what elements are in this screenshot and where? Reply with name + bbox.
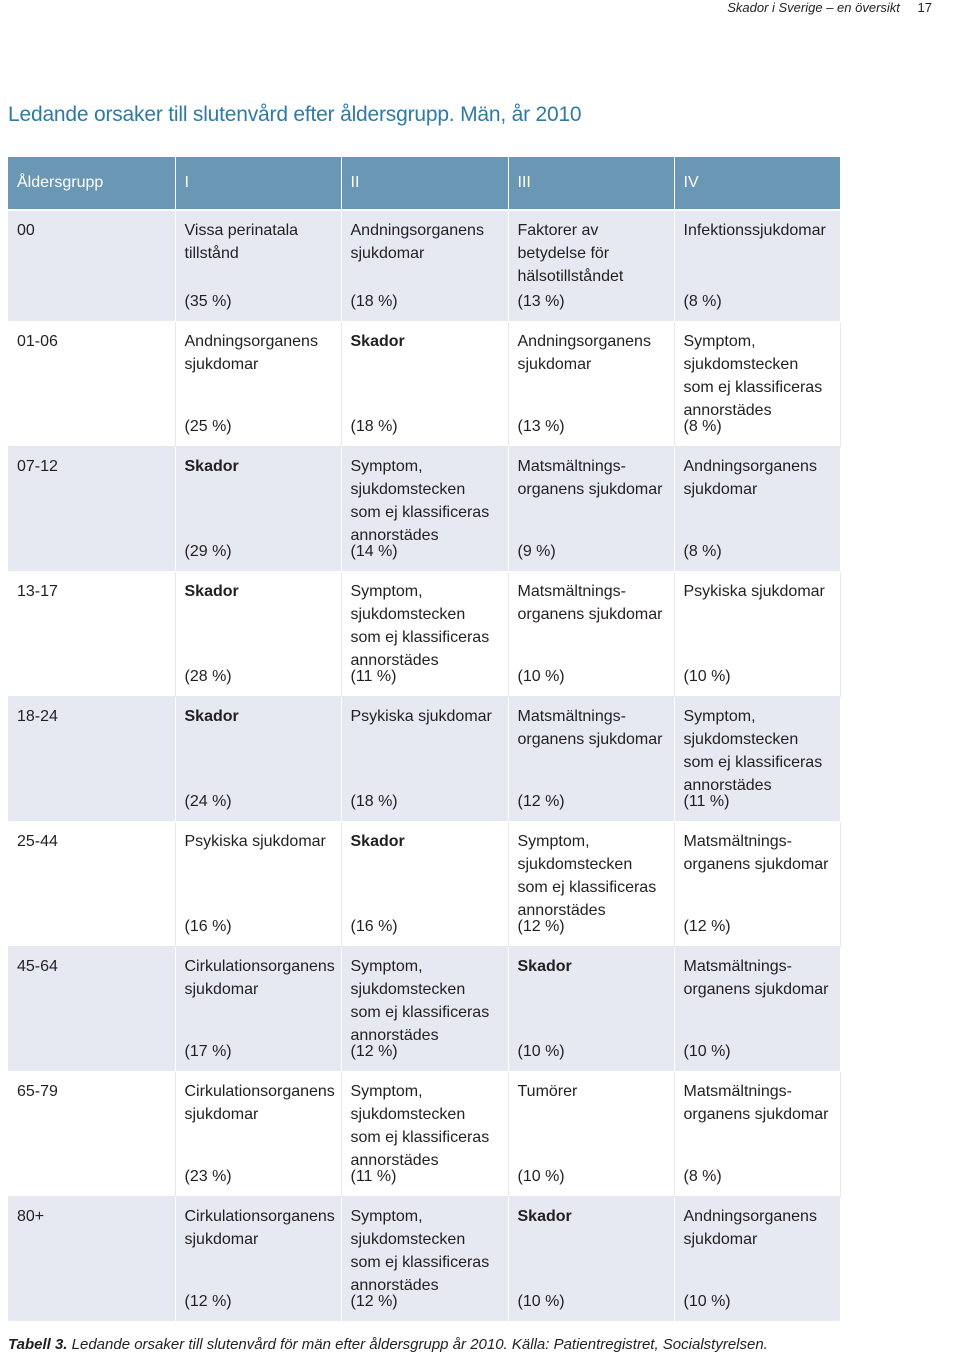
cause-percentage: (29 %) <box>184 543 232 560</box>
cause-percentage: (12 %) <box>350 1043 398 1060</box>
cause-percentage: (11 %) <box>683 793 730 810</box>
cause-percentage: (8 %) <box>683 543 722 560</box>
cause-percentage: (10 %) <box>517 1043 565 1060</box>
table-row <box>8 1197 840 1322</box>
age-group-label: 07-12 <box>17 458 58 475</box>
header-age-group: Åldersgrupp <box>8 157 175 210</box>
cause-label: Skador <box>517 958 572 975</box>
table-row <box>8 572 840 697</box>
table-header-row <box>8 157 840 210</box>
cause-percentage: (11 %) <box>350 1168 397 1185</box>
header-rank-1: I <box>175 157 341 210</box>
cause-cell-rank-1 <box>175 822 341 947</box>
cause-cell-rank-3 <box>508 1072 674 1197</box>
cause-label: Andningsorganens sjukdomar <box>350 222 484 262</box>
cause-percentage: (10 %) <box>517 1168 565 1185</box>
cause-percentage: (10 %) <box>683 668 731 685</box>
cause-cell-rank-3 <box>508 1197 674 1322</box>
age-group-label: 13-17 <box>17 583 58 600</box>
cause-percentage: (10 %) <box>517 1293 565 1310</box>
cause-label: Andningsorganens sjukdomar <box>683 458 817 498</box>
cause-cell-rank-2 <box>341 822 508 947</box>
cause-percentage: (14 %) <box>350 543 398 560</box>
age-group-label: 00 <box>17 222 35 239</box>
header-rank-4: IV <box>674 157 840 210</box>
cause-cell-rank-2 <box>341 1197 508 1322</box>
cause-cell-rank-1 <box>175 697 341 822</box>
table-row <box>8 822 840 947</box>
caption-label: Tabell 3. <box>8 1336 68 1353</box>
cause-cell-rank-2 <box>341 572 508 697</box>
cause-percentage: (13 %) <box>517 418 565 435</box>
caption-text: Ledande orsaker till slutenvård för män efter åldersgrupp år 2010. Källa: Patientregistret, Socialstyrelsen. <box>71 1336 768 1353</box>
cause-percentage: (18 %) <box>350 418 398 435</box>
age-group-cell <box>8 822 175 947</box>
table-row <box>8 322 840 447</box>
table-body <box>8 210 840 1322</box>
cause-label: Vissa perinatala tillstånd <box>184 222 299 262</box>
cause-cell-rank-4 <box>674 447 840 572</box>
cause-percentage: (28 %) <box>184 668 232 685</box>
cause-label: Cirkulationsorganens sjukdomar <box>184 1083 335 1123</box>
cause-cell-rank-3 <box>508 447 674 572</box>
cause-percentage: (16 %) <box>184 918 232 935</box>
cause-label: Skador <box>184 583 239 600</box>
cause-percentage: (17 %) <box>184 1043 232 1060</box>
table-row <box>8 697 840 822</box>
header-rank-3: III <box>508 157 674 210</box>
cause-cell-rank-2 <box>341 697 508 822</box>
cause-cell-rank-2 <box>341 947 508 1072</box>
causes-table <box>8 157 841 1322</box>
cause-label: Skador <box>184 708 239 725</box>
age-group-cell <box>8 947 175 1072</box>
cause-percentage: (13 %) <box>517 293 565 310</box>
cause-percentage: (8 %) <box>683 1168 722 1185</box>
cause-label: Matsmältnings-organens sjukdomar <box>517 458 663 498</box>
cause-cell-rank-2 <box>341 322 508 447</box>
cause-label: Skador <box>350 333 405 350</box>
cause-cell-rank-3 <box>508 697 674 822</box>
cause-cell-rank-4 <box>674 1072 840 1197</box>
cause-label: Skador <box>517 1208 572 1225</box>
age-group-cell <box>8 572 175 697</box>
cause-cell-rank-1 <box>175 572 341 697</box>
cause-label: Symptom, sjukdomstecken som ej klassificeras annorstädes <box>350 1208 490 1294</box>
cause-label: Psykiska sjukdomar <box>683 583 825 600</box>
cause-percentage: (12 %) <box>350 1293 398 1310</box>
table-row <box>8 947 840 1072</box>
cause-cell-rank-4 <box>674 1197 840 1322</box>
cause-cell-rank-1 <box>175 947 341 1072</box>
cause-percentage: (8 %) <box>683 418 722 435</box>
cause-cell-rank-1 <box>175 1072 341 1197</box>
age-group-cell <box>8 697 175 822</box>
age-group-cell <box>8 1072 175 1197</box>
cause-percentage: (25 %) <box>184 418 232 435</box>
cause-cell-rank-4 <box>674 572 840 697</box>
cause-label: Psykiska sjukdomar <box>350 708 492 725</box>
cause-percentage: (9 %) <box>517 543 556 560</box>
cause-cell-rank-4 <box>674 697 840 822</box>
cause-cell-rank-2 <box>341 210 508 322</box>
cause-percentage: (10 %) <box>683 1293 731 1310</box>
cause-label: Andningsorganens sjukdomar <box>517 333 651 373</box>
cause-label: Andningsorganens sjukdomar <box>184 333 318 373</box>
cause-label: Matsmältnings-organens sjukdomar <box>683 958 829 998</box>
cause-label: Matsmältnings-organens sjukdomar <box>517 583 663 623</box>
cause-percentage: (12 %) <box>517 793 565 810</box>
cause-cell-rank-1 <box>175 447 341 572</box>
running-header <box>727 0 932 16</box>
cause-cell-rank-2 <box>341 1072 508 1197</box>
cause-label: Andningsorganens sjukdomar <box>683 1208 817 1248</box>
cause-label: Symptom, sjukdomstecken som ej klassificeras annorstädes <box>683 333 823 419</box>
cause-percentage: (10 %) <box>683 1043 731 1060</box>
cause-percentage: (18 %) <box>350 793 398 810</box>
cause-percentage: (24 %) <box>184 793 232 810</box>
cause-label: Matsmältnings-organens sjukdomar <box>517 708 663 748</box>
cause-cell-rank-4 <box>674 210 840 322</box>
cause-cell-rank-3 <box>508 822 674 947</box>
cause-percentage: (18 %) <box>350 293 398 310</box>
cause-cell-rank-2 <box>341 447 508 572</box>
cause-label: Symptom, sjukdomstecken som ej klassificeras annorstädes <box>683 708 823 794</box>
cause-label: Symptom, sjukdomstecken som ej klassificeras annorstädes <box>350 1083 490 1169</box>
cause-percentage: (23 %) <box>184 1168 232 1185</box>
running-title: Skador i Sverige – en översikt <box>727 0 900 15</box>
cause-label: Matsmältnings-organens sjukdomar <box>683 833 829 873</box>
age-group-cell <box>8 210 175 322</box>
table-title: Ledande orsaker till slutenvård efter åldersgrupp. Män, år 2010 <box>8 103 582 126</box>
age-group-label: 25-44 <box>17 833 58 850</box>
cause-label: Symptom, sjukdomstecken som ej klassificeras annorstädes <box>517 833 657 919</box>
cause-cell-rank-4 <box>674 822 840 947</box>
age-group-cell <box>8 1197 175 1322</box>
cause-percentage: (10 %) <box>517 668 565 685</box>
table-caption <box>8 1336 768 1353</box>
age-group-cell <box>8 322 175 447</box>
age-group-cell <box>8 447 175 572</box>
cause-percentage: (8 %) <box>683 293 722 310</box>
cause-label: Symptom, sjukdomstecken som ej klassificeras annorstädes <box>350 958 490 1044</box>
cause-label: Skador <box>350 833 405 850</box>
cause-label: Matsmältnings-organens sjukdomar <box>683 1083 829 1123</box>
cause-label: Tumörer <box>517 1083 578 1100</box>
cause-percentage: (35 %) <box>184 293 232 310</box>
cause-label: Psykiska sjukdomar <box>184 833 326 850</box>
cause-cell-rank-3 <box>508 572 674 697</box>
age-group-label: 80+ <box>17 1208 45 1225</box>
cause-label: Symptom, sjukdomstecken som ej klassificeras annorstädes <box>350 583 490 669</box>
cause-cell-rank-1 <box>175 210 341 322</box>
table-row <box>8 1072 840 1197</box>
table-row <box>8 447 840 572</box>
age-group-label: 45-64 <box>17 958 58 975</box>
cause-label: Cirkulationsorganens sjukdomar <box>184 1208 335 1248</box>
page-number: 17 <box>917 0 932 15</box>
cause-label: Skador <box>184 458 239 475</box>
header-rank-2: II <box>341 157 508 210</box>
cause-cell-rank-3 <box>508 322 674 447</box>
age-group-label: 01-06 <box>17 333 58 350</box>
cause-cell-rank-4 <box>674 322 840 447</box>
cause-percentage: (12 %) <box>683 918 731 935</box>
cause-cell-rank-1 <box>175 322 341 447</box>
age-group-label: 65-79 <box>17 1083 58 1100</box>
cause-label: Cirkulationsorganens sjukdomar <box>184 958 335 998</box>
age-group-label: 18-24 <box>17 708 58 725</box>
cause-percentage: (12 %) <box>517 918 565 935</box>
cause-percentage: (16 %) <box>350 918 398 935</box>
cause-cell-rank-3 <box>508 210 674 322</box>
cause-label: Faktorer av betydelse för hälsotillståndet <box>517 222 624 285</box>
cause-percentage: (11 %) <box>350 668 397 685</box>
cause-label: Symptom, sjukdomstecken som ej klassificeras annorstädes <box>350 458 490 544</box>
cause-cell-rank-4 <box>674 947 840 1072</box>
cause-cell-rank-3 <box>508 947 674 1072</box>
cause-label: Infektionssjukdomar <box>683 222 826 239</box>
cause-cell-rank-1 <box>175 1197 341 1322</box>
cause-percentage: (12 %) <box>184 1293 232 1310</box>
table-row <box>8 210 840 322</box>
